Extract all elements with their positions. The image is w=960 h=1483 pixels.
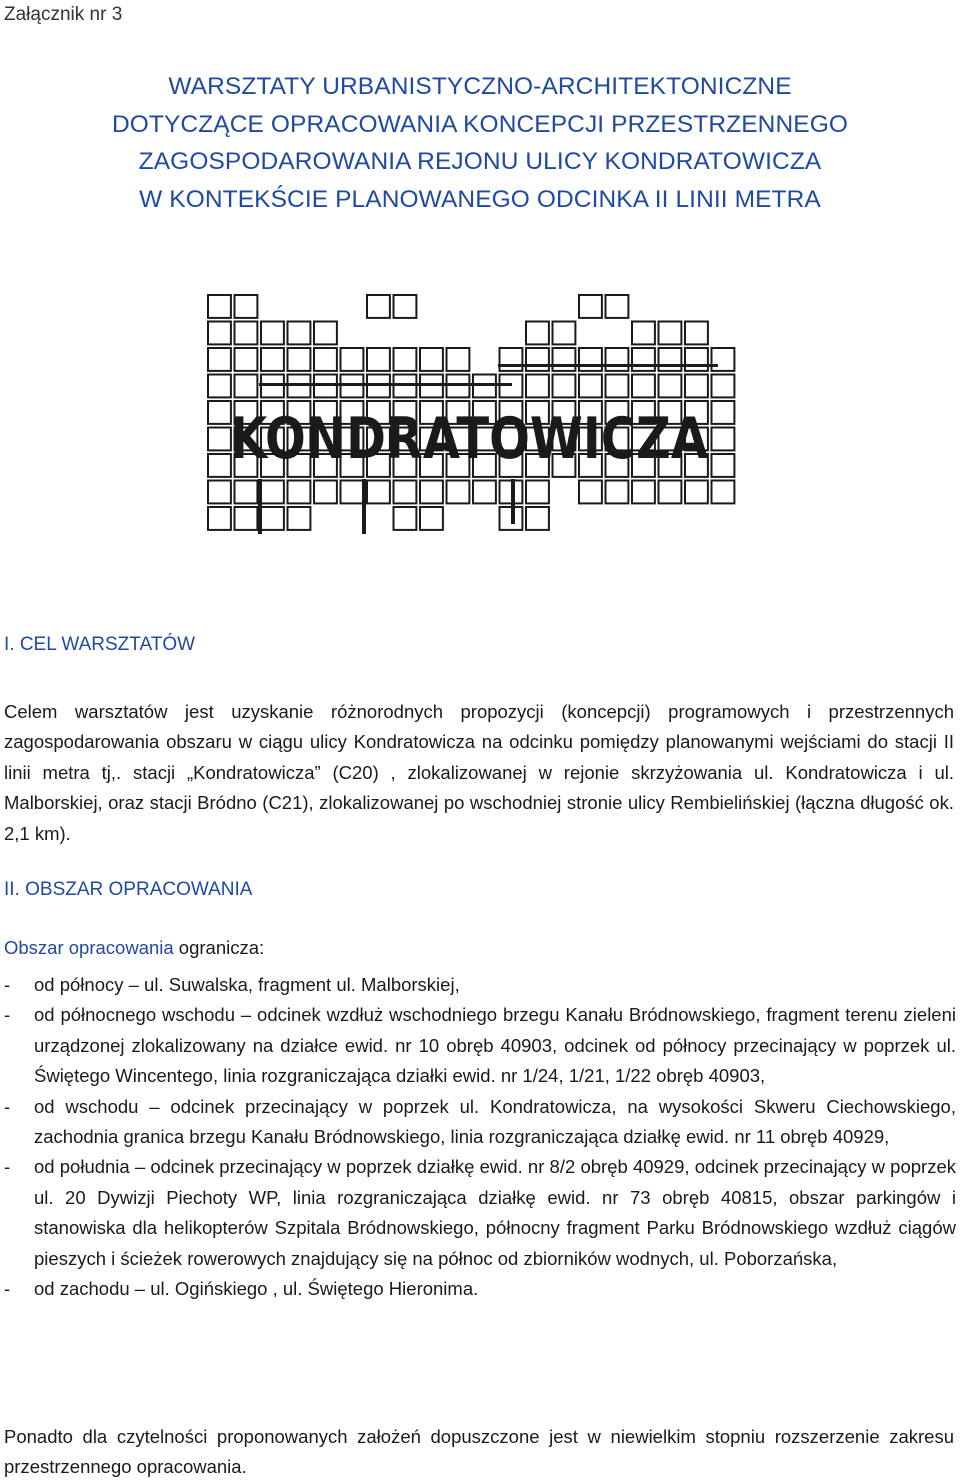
list-item-text: od wschodu – odcinek przecinający w poprzek ul. Kondratowicza, na wysokości Skweru Ciechowskiego, zachodnia granica brzegu Kanału Bródnowskiego, linia rozgraniczająca działkę ewid. nr 11 obręb 40929, [34,1095,956,1148]
logo-grid-cell [553,348,576,371]
logo-grid-cell [288,348,311,371]
logo-grid-cell [712,348,735,371]
logo-grid-cell [579,481,602,504]
logo-grid-cell [367,348,390,371]
logo-grid-cell [261,481,284,504]
logo-grid-cell [235,481,258,504]
logo-grid-cell [606,375,629,398]
logo-grid-cell [394,481,417,504]
logo-grid-cell [235,507,258,530]
logo-grid-cell [659,375,682,398]
area-limits-rest: ogranicza: [173,937,265,958]
title-line: WARSZTATY URBANISTYCZNO-ARCHITEKTONICZNE [168,73,792,100]
logo-grid-cell [685,481,708,504]
logo-grid-cell [500,507,523,530]
logo-grid-cell [341,481,364,504]
logo-grid-cell [553,322,576,345]
logo-wordmark: KONDRATOWICZA [230,406,708,472]
logo-grid-cell [632,375,655,398]
logo-grid-cell [420,481,443,504]
logo-grid-cell [712,428,735,451]
title-line: W KONTEKŚCIE PLANOWANEGO ODCINKA II LINII METRA [139,185,821,213]
logo-grid-cell [712,401,735,424]
list-dash: - [4,974,11,995]
logo-grid-cell [526,375,549,398]
logo-grid-cell [447,481,470,504]
logo-grid-cell [367,481,390,504]
list-item [4,1092,956,1153]
logo-grid-cell [341,348,364,371]
logo-grid-cell [288,507,311,530]
logo-grid-cell [235,375,258,398]
list-dash: - [4,1004,11,1026]
logo-grid-cell [261,322,284,345]
list-item [4,1152,956,1274]
title-line: DOTYCZĄCE OPRACOWANIA KONCEPCJI PRZESTRZENNEGO [111,110,849,138]
list-item [4,1000,956,1091]
closing-paragraph: Ponadto dla czytelności proponowanych założeń dopuszczone jest w niewielkim stopniu rozszerzenie zakresu przestrzennego opracowania. [4,1426,954,1478]
logo-grid-cell [606,348,629,371]
logo-grid-cell [235,322,258,345]
logo-grid-cell [500,348,523,371]
logo-grid-cell [579,375,602,398]
logo-grid-cell [367,295,390,318]
logo-grid-cell [606,481,629,504]
list-item-text: od zachodu – ul. Ogińskiego , ul. Świętego Hieronima. [34,1278,479,1300]
logo-grid-cell [261,507,284,530]
logo-grid-cell [685,348,708,371]
list-dash: - [4,1095,11,1117]
logo-grid-cell [208,428,231,451]
logo-grid-cell [394,295,417,318]
logo-grid-cell [420,348,443,371]
logo-grid-cell [235,295,258,318]
logo-metro-line-3 [511,479,515,524]
logo-grid-cell [685,322,708,345]
logo-grid-cell [632,322,655,345]
logo-grid-cell [420,507,443,530]
list-item-text: od północnego wschodu – odcinek wzdłuż wschodniego brzegu Kanału Bródnowskiego, fragment terenu zieleni urządzonej zlokalizowany na działce ewid. nr 10 obręb 40903, odcinek od północy przecinający w poprzek ul. Świętego Wincentego, linia rozgraniczająca działki ewid. nr 1/24, 1/21, 1/22 obręb 40903, [34,1004,956,1087]
logo-grid-cell [526,348,549,371]
logo-grid-cell [208,481,231,504]
logo-bar-right [498,364,718,367]
logo-grid-cell [579,295,602,318]
logo-metro-line-2 [362,479,366,534]
logo-grid-cell [632,481,655,504]
list-item-text: od północy – ul. Suwalska, fragment ul. Malborskiej, [34,974,460,995]
logo-grid-cell [632,348,655,371]
title-line: ZAGOSPODAROWANIA REJONU ULICY KONDRATOWICZA [138,148,822,175]
logo-grid-cell [579,348,602,371]
document-title [0,68,960,218]
logo-grid-cell [526,481,549,504]
logo-metro-line-1 [258,479,262,534]
logo-grid-cell [208,322,231,345]
logo-grid-cell [712,481,735,504]
logo-grid-cell [500,481,523,504]
area-limits-intro [4,937,264,959]
boundary-list [4,970,956,1304]
section2-heading: II. OBSZAR OPRACOWANIA [4,879,253,900]
logo-grid-cell [235,348,258,371]
logo-grid-cell [314,481,337,504]
list-item [4,970,956,1000]
logo-grid-cell [553,375,576,398]
list-item [4,1274,956,1304]
logo-grid-cell [659,322,682,345]
logo-grid-cell [208,295,231,318]
logo-grid-cell [288,481,311,504]
logo-grid-cell [712,375,735,398]
list-dash: - [4,1278,11,1300]
logo-grid-cell [473,481,496,504]
area-limits-label: Obszar opracowania [4,937,174,958]
logo-grid-cell [394,348,417,371]
logo-grid-cell [526,322,549,345]
logo-grid-cell [394,507,417,530]
logo-grid-cell [208,507,231,530]
logo-grid-cell [208,401,231,424]
logo-grid-cell [659,348,682,371]
logo-grid-cell [288,322,311,345]
logo-grid-cell [208,375,231,398]
logo-grid-cell [712,454,735,477]
logo-grid-cell [659,481,682,504]
logo-grid-cell [526,507,549,530]
logo-grid-cell [314,322,337,345]
logo-grid-cell [261,348,284,371]
logo-grid-cell [685,375,708,398]
logo-grid-cell [606,295,629,318]
list-item-text: od południa – odcinek przecinający w poprzek działkę ewid. nr 8/2 obręb 40929, odcinek przecinający w poprzek ul. 20 Dywizji Piechoty WP, linia rozgraniczająca działkę ewid. nr 73 obręb 40815, obszar parkingów i stanowiska dla helikopterów Szpitala Bródnowskiego, północny fragment Parku Bródnowskiego wzdłuż ciągów pieszych i ścieżek rowerowych znajdujący się na północ od zbiorników wodnych, ul. Poborzańska, [34,1156,956,1269]
list-dash: - [4,1156,11,1178]
kondratowicza-logo [207,294,727,534]
logo-grid-cell [208,454,231,477]
section1-heading: I. CEL WARSZTATÓW [4,634,196,655]
logo-grid-cell [314,348,337,371]
logo-bar-left [259,383,512,386]
section1-paragraph: Celem warsztatów jest uzyskanie różnorodnych propozycji (koncepcji) programowych i przestrzennych zagospodarowania obszaru w ciągu ulicy Kondratowicza na odcinku pomiędzy planowanymi wejściami do stacji II linii metra tj,. stacji „Kondratowicza” (C20) , zlokalizowanej w rejonie skrzyżowania ul. Kondratowicza i ul. Malborskiej, oraz stacji Bródno (C21), zlokalizowanej po wschodniej stronie ulicy Rembielińskiej (łączna długość ok. 2,1 km). [4,701,954,844]
logo-grid-cell [447,348,470,371]
logo-grid-cell [208,348,231,371]
attachment-label: Załącznik nr 3 [4,4,123,25]
